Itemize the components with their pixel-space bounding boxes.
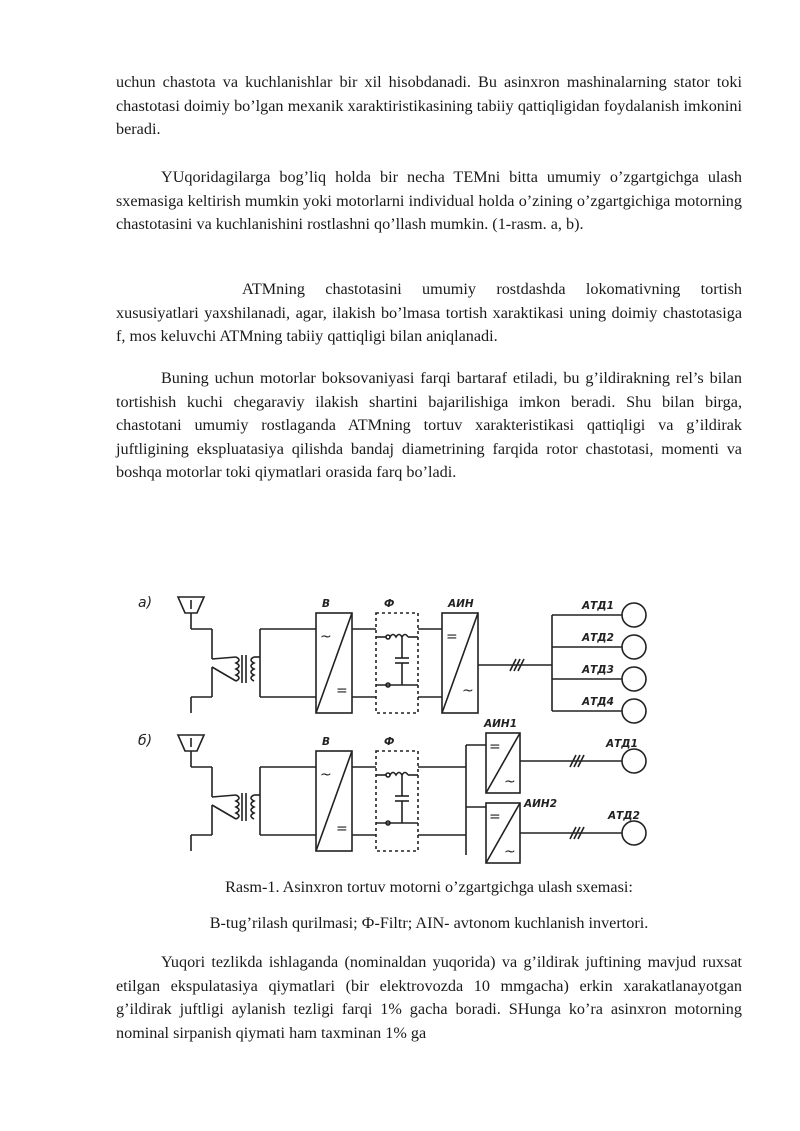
transformer-icon-b bbox=[212, 767, 316, 835]
svg-text:=: = bbox=[336, 683, 348, 699]
inverter-block-b1 bbox=[486, 733, 520, 793]
motor-icon-a3 bbox=[622, 667, 646, 691]
motor-label-a1: АТД1 bbox=[582, 600, 614, 612]
pantograph-icon-a bbox=[178, 597, 212, 713]
svg-text:~: ~ bbox=[504, 774, 516, 790]
rectifier-block-a bbox=[316, 613, 352, 713]
paragraph-2: YUqoridagilarga bog’liq holda bir necha TEMni bitta umumiy o’zgartgichga ulash sxemasiga keltirish mumkin yoki motorlarni individual holda o’zining o’zgartgichiga motorning chastotasini va kuchlanishini rostlashni qo’llash mumkin. (1-rasm. a, b). bbox=[116, 168, 742, 234]
inverter-label-b2: АИН2 bbox=[524, 798, 558, 810]
paragraph-4: Buning uchun motorlar boksovaniyasi farqi bartaraf etiladi, bu g’ildirakning rel’s bilan tortishish kuchi chegaraviy ilakish shartini bajarilishiga imkon beradi. Shu bilan birga, chastotani umumiy rostlaganda ATMning tortuv xarakteristikasi qattiqligi va g’ildirak juftligining ekspluatasiya qilishda bandaj diametrining farqida rotor chastotasi, momenti va boshqa motorlar toki qiymatlari orasida farq bo’ladi. bbox=[116, 369, 742, 482]
rectifier-label-b: В bbox=[322, 736, 331, 748]
paragraph-3: ATMning chastotasini umumiy rostdashda lokomativning tortish xususiyatlari yaxshilanadi, agar, ilakish bo’lmasa tortish xaraktikasi uning doimiy chastotasiga f, mos keluvchi ATMning tabiiy qattiqligi bilan aniqlanadi. bbox=[116, 280, 742, 346]
inverter-label-a: АИН bbox=[448, 598, 474, 610]
svg-text:=: = bbox=[446, 629, 458, 645]
circuit-diagram-svg bbox=[130, 585, 670, 870]
motor-icon-b1 bbox=[622, 749, 646, 773]
filter-label-b: Ф bbox=[384, 736, 395, 748]
inverter-block-b2 bbox=[486, 803, 520, 863]
svg-text:~: ~ bbox=[504, 844, 516, 860]
transformer-icon-a bbox=[212, 629, 316, 697]
motor-icon-a1 bbox=[622, 603, 646, 627]
motor-group-a bbox=[552, 600, 646, 723]
svg-text:=: = bbox=[336, 821, 348, 837]
inverter-label-b1: АИН1 bbox=[484, 718, 518, 730]
scheme-a-label: a) bbox=[138, 595, 153, 611]
svg-text:~: ~ bbox=[320, 767, 332, 783]
figure-caption-title: Rasm-1. Asinxron tortuv motorni o’zgartgichga ulash sxemasi: bbox=[225, 878, 633, 896]
rectifier-block-b bbox=[316, 751, 352, 851]
motor-icon-b2 bbox=[622, 821, 646, 845]
rectifier-label-a: В bbox=[322, 598, 331, 610]
motor-icon-a4 bbox=[622, 699, 646, 723]
motor-icon-a2 bbox=[622, 635, 646, 659]
inverter-block-a bbox=[442, 613, 478, 713]
svg-text:=: = bbox=[489, 809, 501, 825]
motor-label-a3: АТД3 bbox=[582, 664, 614, 676]
scheme-b-label: б) bbox=[138, 733, 153, 749]
svg-text:~: ~ bbox=[462, 683, 474, 699]
motor-label-a2: АТД2 bbox=[582, 632, 614, 644]
paragraph-1: uchun chastota va kuchlanishlar bir xil hisobdanadi. Bu asinxron mashinalarning stator toki chastotasi doimiy bo’lgan mexanik xaraktiristikasining tabiiy qattiqligidan foydalanish imkonini beradi. bbox=[116, 73, 742, 139]
filter-block-a bbox=[376, 613, 418, 713]
motor-label-a4: АТД4 bbox=[582, 696, 614, 708]
circuit-diagram-figure bbox=[130, 585, 670, 870]
pantograph-icon-b bbox=[178, 735, 212, 851]
filter-block-b bbox=[376, 751, 418, 851]
paragraph-5: Yuqori tezlikda ishlaganda (nominaldan yuqorida) va g’ildirak juftining mavjud ruxsat etilgan ekspulatasiya qiymatlari (bir elektrovozda 10 mmgacha) erkin xarakatlanayotgan g’ildirak juftligi aylanish tezligi farqi 1% gacha boradi. SHunga ko’ra asinxron motorning nominal sirpanish qiymati ham taxminan 1% ga bbox=[116, 953, 742, 1042]
figure-caption-legend: B-tug’rilash qurilmasi; Ф-Filtr; AIN- avtonom kuchlanish invertori. bbox=[209, 914, 649, 932]
motor-label-b1: АТД1 bbox=[606, 738, 638, 750]
svg-text:~: ~ bbox=[320, 629, 332, 645]
motor-label-b2: АТД2 bbox=[608, 810, 640, 822]
filter-label-a: Ф bbox=[384, 598, 395, 610]
svg-text:=: = bbox=[489, 739, 501, 755]
